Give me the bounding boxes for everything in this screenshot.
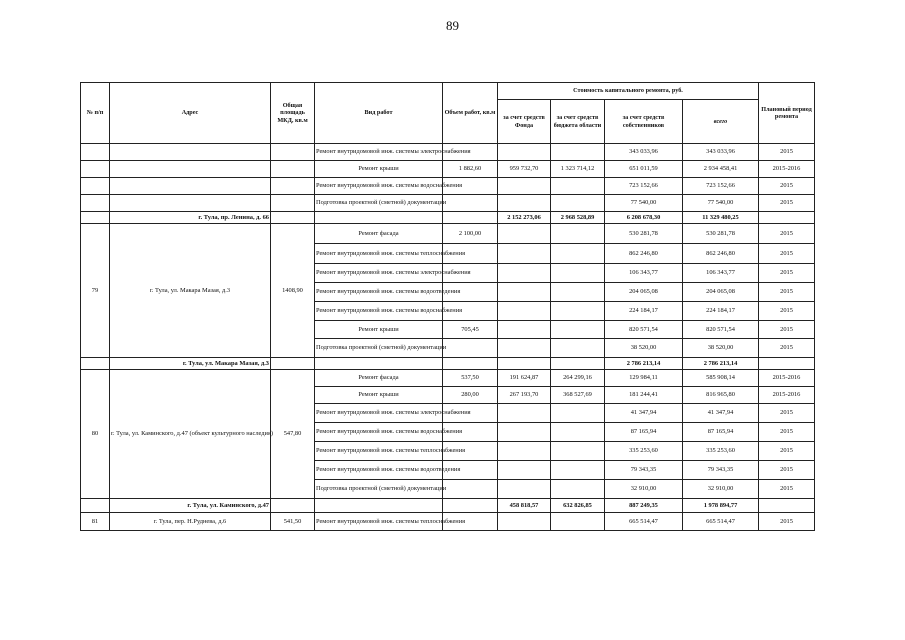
- cell-period: 2015: [759, 480, 815, 499]
- header-fund: за счет средств Фонда: [498, 100, 551, 144]
- cell-budget: [551, 339, 605, 358]
- cell-work-type: Ремонт крыши: [315, 387, 443, 404]
- cell-period: 2015: [759, 283, 815, 302]
- cell-area: 1408,90: [271, 224, 315, 358]
- cell-address: г. Тула, пер. Н.Руднева, д.6: [110, 513, 271, 531]
- cell-period: 2015: [759, 339, 815, 358]
- cell-period: [759, 499, 815, 513]
- cell-owners: 204 065,08: [605, 283, 683, 302]
- cell-address: г. Тула, ул. Каминского, д.47: [110, 499, 271, 513]
- cell-no: [81, 178, 110, 195]
- cell-budget: [551, 195, 605, 212]
- cell-owners: 129 984,11: [605, 370, 683, 387]
- cell-volume: [443, 339, 498, 358]
- cell-budget: [551, 358, 605, 370]
- cell-volume: [443, 195, 498, 212]
- header-budget: за счет средств бюджета области: [551, 100, 605, 144]
- cell-work-type: Ремонт внутридомовой инж. системы электроснабжения: [315, 144, 443, 161]
- total-row: [81, 212, 815, 224]
- cell-period: 2015: [759, 144, 815, 161]
- cell-fund: [498, 264, 551, 283]
- cell-owners: 41 347,94: [605, 404, 683, 423]
- cell-address: [110, 161, 271, 178]
- cell-no: [81, 161, 110, 178]
- cell-budget: [551, 302, 605, 321]
- cell-address: [110, 195, 271, 212]
- cell-owners: 32 910,00: [605, 480, 683, 499]
- cell-owners: 862 246,80: [605, 244, 683, 264]
- cell-work-type: Ремонт внутридомовой инж. системы теплоснабжения: [315, 244, 443, 264]
- cell-fund: [498, 513, 551, 531]
- cell-owners: 820 571,54: [605, 321, 683, 339]
- cell-area: [271, 144, 315, 161]
- page-number: 89: [446, 18, 459, 33]
- cell-area: [271, 499, 315, 513]
- table-row: [81, 144, 815, 161]
- cell-budget: [551, 264, 605, 283]
- header-cost-group: Стоимость капитального ремонта, руб.: [498, 83, 759, 100]
- cell-period: 2015: [759, 224, 815, 244]
- cell-fund: [498, 178, 551, 195]
- cell-budget: [551, 144, 605, 161]
- cell-total: 204 065,08: [683, 283, 759, 302]
- cell-budget: [551, 513, 605, 531]
- cell-owners: 335 253,60: [605, 442, 683, 461]
- header-owners: за счет средств собственников: [605, 100, 683, 144]
- cell-owners: 106 343,77: [605, 264, 683, 283]
- table-row: [81, 161, 815, 178]
- cell-budget: [551, 321, 605, 339]
- cell-period: 2015: [759, 321, 815, 339]
- cell-owners: 77 540,00: [605, 195, 683, 212]
- cell-owners: 651 011,59: [605, 161, 683, 178]
- cell-fund: [498, 302, 551, 321]
- cell-budget: [551, 404, 605, 423]
- cell-work-type: Ремонт внутридомовой инж. системы теплоснабжения: [315, 513, 443, 531]
- cell-no: 80: [81, 370, 110, 499]
- cell-fund: [498, 321, 551, 339]
- cell-budget: [551, 423, 605, 442]
- cell-volume: [443, 480, 498, 499]
- cell-volume: 2 100,00: [443, 224, 498, 244]
- cell-work-type: Ремонт внутридомовой инж. системы электроснабжения: [315, 404, 443, 423]
- cell-fund: [498, 423, 551, 442]
- cell-total: 87 165,94: [683, 423, 759, 442]
- table-row: [81, 195, 815, 212]
- cell-total: 862 246,80: [683, 244, 759, 264]
- cell-fund: [498, 404, 551, 423]
- cell-work-type: Ремонт внутридомовой инж. системы водоснабжения: [315, 302, 443, 321]
- capital-repair-table: [80, 82, 815, 531]
- cell-volume: [443, 358, 498, 370]
- cell-fund: [498, 244, 551, 264]
- cell-total: 816 965,80: [683, 387, 759, 404]
- cell-area: [271, 212, 315, 224]
- table-row: [81, 370, 815, 387]
- cell-budget: 2 968 528,89: [551, 212, 605, 224]
- cell-total: 2 786 213,14: [683, 358, 759, 370]
- cell-period: 2015: [759, 461, 815, 480]
- cell-work-type: Ремонт внутридомовой инж. системы теплоснабжения: [315, 442, 443, 461]
- cell-budget: 264 299,16: [551, 370, 605, 387]
- cell-total: 224 184,17: [683, 302, 759, 321]
- cell-total: 32 910,00: [683, 480, 759, 499]
- cell-fund: [498, 195, 551, 212]
- cell-work-type: Ремонт внутридомовой инж. системы водоотведения: [315, 283, 443, 302]
- cell-work-type: Ремонт внутридомовой инж. системы водоотведения: [315, 461, 443, 480]
- cell-area: 547,80: [271, 370, 315, 499]
- cell-period: 2015: [759, 302, 815, 321]
- cell-address: [110, 178, 271, 195]
- cell-total: 77 540,00: [683, 195, 759, 212]
- cell-owners: 79 343,35: [605, 461, 683, 480]
- header-no: № п/п: [81, 83, 110, 144]
- cell-period: 2015-2016: [759, 370, 815, 387]
- cell-period: 2015-2016: [759, 387, 815, 404]
- cell-period: 2015: [759, 442, 815, 461]
- cell-area: [271, 358, 315, 370]
- cell-fund: 191 624,87: [498, 370, 551, 387]
- cell-period: 2015: [759, 264, 815, 283]
- cell-budget: [551, 480, 605, 499]
- table-row: [81, 513, 815, 531]
- cell-fund: [498, 358, 551, 370]
- cell-fund: [498, 442, 551, 461]
- cell-total: 1 978 894,77: [683, 499, 759, 513]
- cell-budget: [551, 283, 605, 302]
- cell-total: 11 329 480,25: [683, 212, 759, 224]
- cell-no: 81: [81, 513, 110, 531]
- cell-budget: [551, 178, 605, 195]
- header-period: Плановый период ремонта: [759, 83, 815, 144]
- cell-work-type: Ремонт крыши: [315, 321, 443, 339]
- cell-total: 2 934 458,41: [683, 161, 759, 178]
- header-row-1: [81, 83, 815, 100]
- cell-address: г. Тула, ул. Макара Мазая, д.3: [110, 358, 271, 370]
- cell-fund: 267 193,70: [498, 387, 551, 404]
- cell-fund: [498, 480, 551, 499]
- cell-work-type: Ремонт фасада: [315, 370, 443, 387]
- cell-work-type: [315, 212, 443, 224]
- cell-volume: 537,50: [443, 370, 498, 387]
- cell-owners: 6 208 678,30: [605, 212, 683, 224]
- cell-budget: [551, 442, 605, 461]
- cell-fund: 959 732,70: [498, 161, 551, 178]
- total-row: [81, 499, 815, 513]
- cell-period: 2015: [759, 244, 815, 264]
- table-row: [81, 178, 815, 195]
- cell-address: г. Тула, пр. Ленина, д. 66: [110, 212, 271, 224]
- cell-owners: 38 520,00: [605, 339, 683, 358]
- cell-area: [271, 195, 315, 212]
- cell-work-type: Ремонт внутридомовой инж. системы электроснабжения: [315, 264, 443, 283]
- cell-total: 335 253,60: [683, 442, 759, 461]
- cell-period: [759, 212, 815, 224]
- cell-total: 723 152,66: [683, 178, 759, 195]
- cell-budget: [551, 461, 605, 480]
- cell-address: г. Тула, ул. Каминского, д.47 (объект культурного наследия): [110, 370, 271, 499]
- cell-owners: 181 244,41: [605, 387, 683, 404]
- cell-budget: 632 826,85: [551, 499, 605, 513]
- cell-total: 665 514,47: [683, 513, 759, 531]
- cell-volume: [443, 212, 498, 224]
- cell-volume: 705,45: [443, 321, 498, 339]
- cell-fund: [498, 224, 551, 244]
- cell-no: [81, 144, 110, 161]
- header-area: Общая площадь МКД, кв.м: [271, 83, 315, 144]
- cell-owners: 530 281,78: [605, 224, 683, 244]
- cell-fund: [498, 461, 551, 480]
- cell-total: 106 343,77: [683, 264, 759, 283]
- cell-volume: 280,00: [443, 387, 498, 404]
- cell-period: [759, 358, 815, 370]
- header-work-type: Вид работ: [315, 83, 443, 144]
- cell-period: 2015: [759, 423, 815, 442]
- cell-area: [271, 161, 315, 178]
- cell-address: г. Тула, ул. Макара Мазая, д.3: [110, 224, 271, 358]
- table-row: [81, 224, 815, 244]
- cell-no: [81, 358, 110, 370]
- cell-work-type: Подготовка проектной (сметной) документации: [315, 480, 443, 499]
- cell-volume: 1 882,60: [443, 161, 498, 178]
- cell-address: [110, 144, 271, 161]
- cell-work-type: Ремонт внутридомовой инж. системы водоснабжения: [315, 178, 443, 195]
- cell-no: [81, 212, 110, 224]
- cell-total: 530 281,78: [683, 224, 759, 244]
- cell-owners: 224 184,17: [605, 302, 683, 321]
- cell-period: 2015: [759, 195, 815, 212]
- cell-fund: [498, 283, 551, 302]
- cell-total: 79 343,35: [683, 461, 759, 480]
- cell-volume: [443, 499, 498, 513]
- cell-period: 2015: [759, 513, 815, 531]
- cell-period: 2015: [759, 404, 815, 423]
- cell-total: 38 520,00: [683, 339, 759, 358]
- cell-total: 41 347,94: [683, 404, 759, 423]
- cell-budget: [551, 224, 605, 244]
- cell-no: [81, 195, 110, 212]
- cell-work-type: [315, 499, 443, 513]
- header-address: Адрес: [110, 83, 271, 144]
- cell-fund: 2 152 273,06: [498, 212, 551, 224]
- cell-owners: 723 152,66: [605, 178, 683, 195]
- cell-budget: [551, 244, 605, 264]
- cell-fund: [498, 144, 551, 161]
- cell-owners: 887 249,35: [605, 499, 683, 513]
- cell-work-type: Подготовка проектной (сметной) документации: [315, 339, 443, 358]
- cell-work-type: Ремонт крыши: [315, 161, 443, 178]
- header-total: всего: [683, 100, 759, 144]
- total-row: [81, 358, 815, 370]
- cell-owners: 87 165,94: [605, 423, 683, 442]
- cell-no: 79: [81, 224, 110, 358]
- cell-total: 343 033,96: [683, 144, 759, 161]
- cell-period: 2015: [759, 178, 815, 195]
- cell-total: 820 571,54: [683, 321, 759, 339]
- cell-owners: 343 033,96: [605, 144, 683, 161]
- table-body: [81, 144, 815, 531]
- cell-budget: 1 323 714,12: [551, 161, 605, 178]
- cell-budget: 368 527,69: [551, 387, 605, 404]
- header-volume: Объем работ, кв.м: [443, 83, 498, 144]
- cell-work-type: Ремонт внутридомовой инж. системы водоснабжения: [315, 423, 443, 442]
- cell-total: 585 908,14: [683, 370, 759, 387]
- cell-work-type: Ремонт фасада: [315, 224, 443, 244]
- cell-owners: 665 514,47: [605, 513, 683, 531]
- cell-work-type: [315, 358, 443, 370]
- cell-owners: 2 786 213,14: [605, 358, 683, 370]
- cell-work-type: Подготовка проектной (сметной) документации: [315, 195, 443, 212]
- cell-no: [81, 499, 110, 513]
- cell-fund: 458 818,57: [498, 499, 551, 513]
- cell-area: 541,50: [271, 513, 315, 531]
- cell-period: 2015-2016: [759, 161, 815, 178]
- cell-area: [271, 178, 315, 195]
- cell-fund: [498, 339, 551, 358]
